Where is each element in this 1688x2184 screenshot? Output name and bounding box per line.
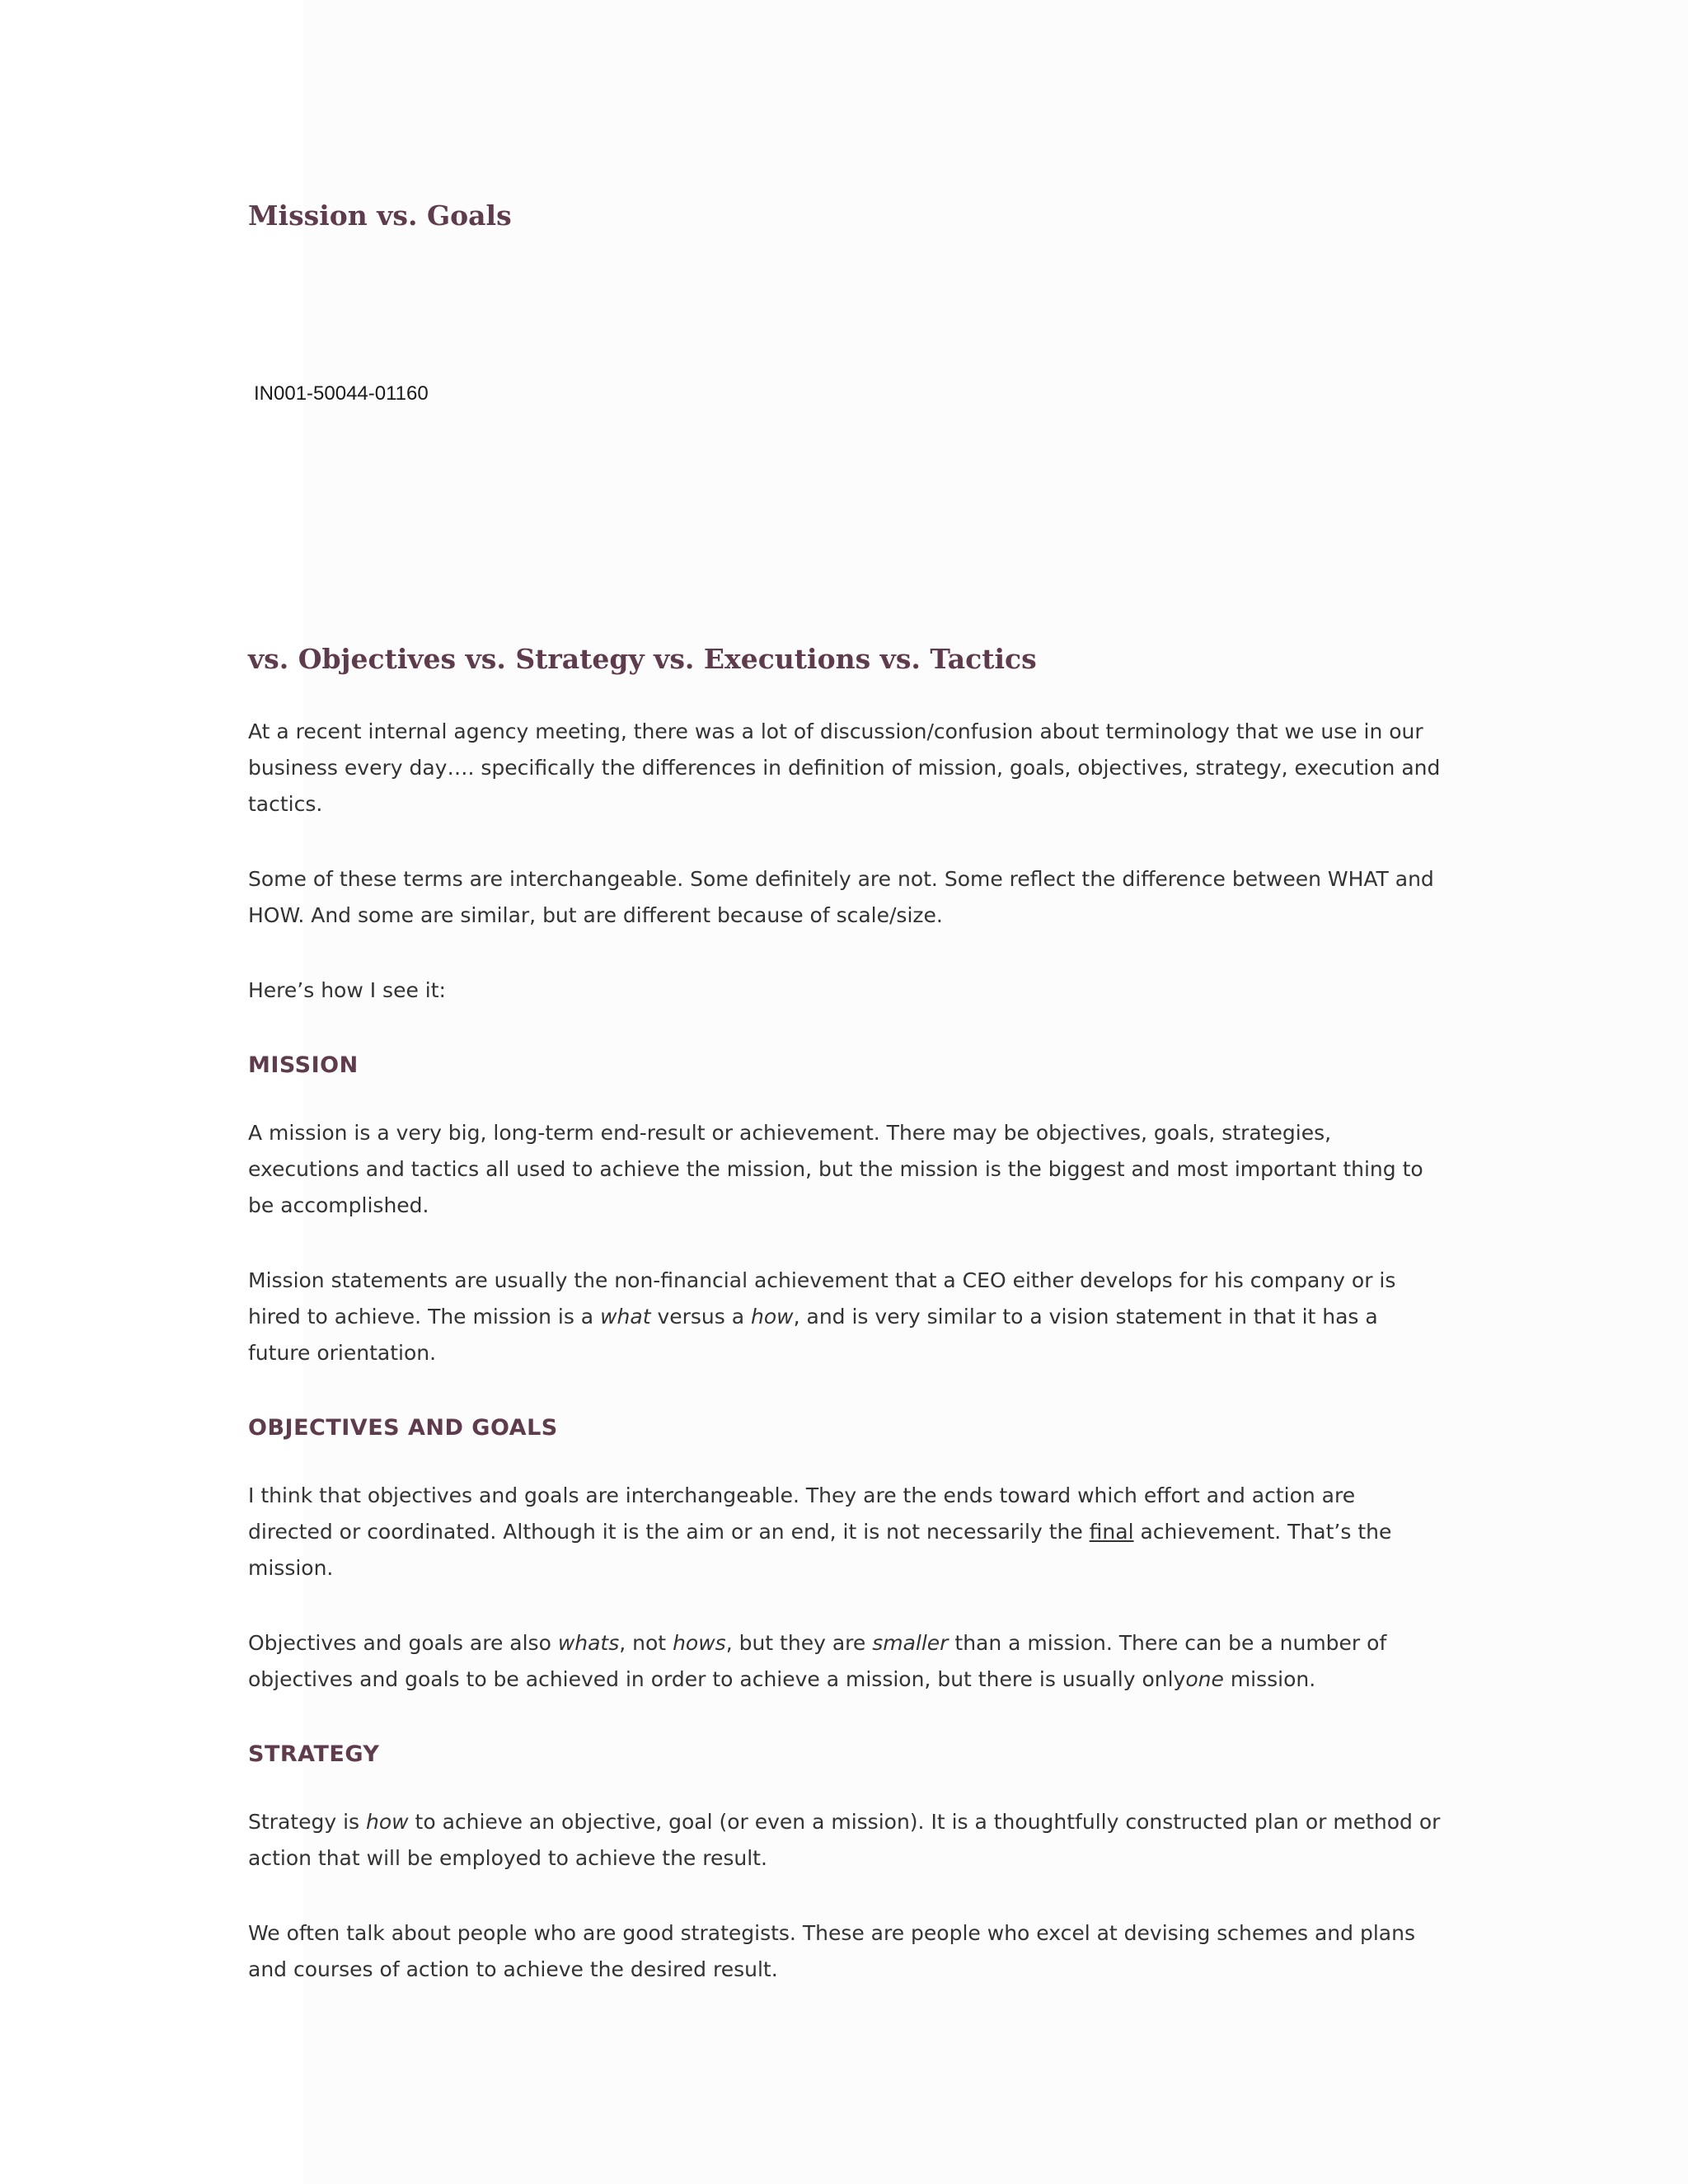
section-heading-objectives: OBJECTIVES AND GOALS	[248, 1415, 558, 1441]
emphasis-text: what	[600, 1305, 651, 1329]
underlined-text: final	[1089, 1520, 1134, 1544]
text-run: Strategy is	[248, 1810, 366, 1834]
objectives-paragraph-2	[248, 1625, 1443, 1698]
text-run: than a mission. There can be a number of objectives and goals to be achieved in order to achieve a mission, but there is usually only	[248, 1631, 1387, 1691]
emphasis-text: whats	[557, 1631, 620, 1655]
intro-paragraph-1: At a recent internal agency meeting, there was a lot of discussion/confusion about terminology that we use in our business every day…. specifically the differences in definition of mission, goals, objectives, strategy, execution and tactics.	[248, 719, 1441, 816]
mission-paragraph-1: A mission is a very big, long-term end-result or achievement. There may be objectives, goals, strategies, executions and tactics all used to achieve the mission, but the mission is the biggest and most important thing to be accomplished.	[248, 1121, 1423, 1217]
text-run: , but they are	[725, 1631, 873, 1655]
document-id: IN001-50044-01160	[254, 382, 429, 405]
emphasis-text: how	[751, 1305, 794, 1329]
text-run: to achieve an objective, goal (or even a mission). It is a thoughtfully constructed plan or method or action that will be employed to achieve the result.	[248, 1810, 1441, 1870]
intro-paragraph-2: Some of these terms are interchangeable. Some definitely are not. Some reflect the difference between WHAT and HOW. And some are similar, but are different because of scale/size.	[248, 867, 1434, 927]
emphasis-text: smaller	[872, 1631, 949, 1655]
text-run: achievement. That’s the mission.	[248, 1520, 1392, 1580]
text-run: Objectives and goals are also	[248, 1631, 558, 1655]
text-run: , and is very similar to a vision statement in that it has a future orientation.	[248, 1305, 1378, 1365]
emphasis-text: one	[1185, 1667, 1224, 1691]
strategy-paragraph-1	[248, 1804, 1443, 1877]
emphasis-text: hows	[673, 1631, 726, 1655]
article-body	[248, 638, 1443, 2027]
text-run: , not	[619, 1631, 673, 1655]
strategy-paragraph-2: We often talk about people who are good strategists. These are people who excel at devising schemes and plans and courses of action to achieve the desired result.	[248, 1921, 1415, 1981]
section-heading-strategy: STRATEGY	[248, 1741, 380, 1767]
text-run: Mission statements are usually the non-financial achievement that a CEO either develops for his company or is hired to achieve. The mission is a	[248, 1268, 1396, 1329]
emphasis-text: how	[365, 1810, 409, 1834]
text-run: mission.	[1223, 1667, 1316, 1691]
article-subtitle: vs. Objectives vs. Strategy vs. Executions vs. Tactics	[248, 643, 1037, 675]
intro-paragraph-3: Here’s how I see it:	[248, 978, 446, 1002]
text-run: versus a	[650, 1305, 752, 1329]
objectives-paragraph-1	[248, 1478, 1443, 1586]
mission-paragraph-2	[248, 1263, 1443, 1371]
page-title: Mission vs. Goals	[248, 199, 512, 232]
text-run: I think that objectives and goals are interchangeable. They are the ends toward which effort and action are directed or coordinated. Although it is the aim or an end, it is not necessarily the	[248, 1483, 1356, 1544]
section-heading-mission: MISSION	[248, 1052, 359, 1078]
